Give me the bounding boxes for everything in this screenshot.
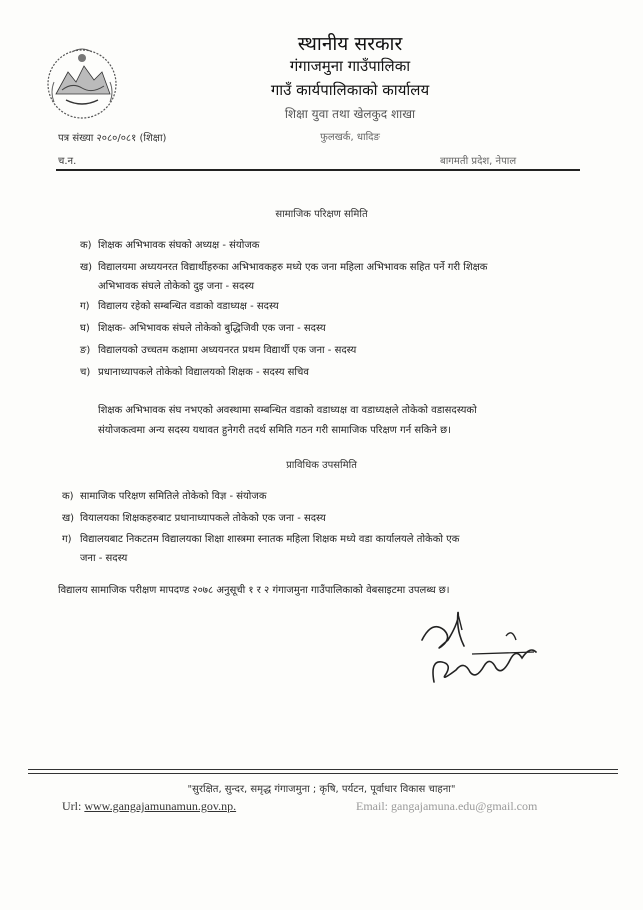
item-label: घ) (80, 323, 90, 334)
header-government: स्थानीय सरकार (297, 33, 403, 55)
header-office: गाउँ कार्यपालिकाको कार्यालय (270, 81, 430, 99)
subcommittee-item (62, 488, 267, 502)
footer-email: Email: gangajamuna.edu@gmail.com (356, 799, 538, 813)
item-text: सामाजिक परिक्षण समितिले तोकेको विज्ञ - संयोजक (80, 491, 267, 502)
item-label: ग) (62, 534, 72, 545)
item-text: शिक्षक अभिभावक संघको अध्यक्ष - संयोजक (98, 240, 260, 251)
item-label: ग) (80, 301, 90, 312)
footer-slogan: "सुरक्षित, सुन्दर, समृद्ध गंगाजमुना ; कृषि, पर्यटन, पूर्वाधार विकास चाहना" (187, 784, 456, 795)
item-text: विद्यालयमा अध्ययनरत विद्यार्थीहरुका अभिभावकहरु मध्ये एक जना महिला अभिभावक सहित पर्ने गरी शिक्षक (98, 262, 488, 273)
item-text: विद्यालयको उच्चतम कक्षामा अध्ययनरत प्रथम विद्यार्थी एक जना - सदस्य (98, 345, 357, 356)
header-divider (56, 169, 580, 171)
subcommittee-title: प्राविधिक उपसमिति (286, 460, 357, 471)
subcommittee-item (62, 531, 459, 545)
committee-title: सामाजिक परिक्षण समिति (275, 209, 368, 220)
subcommittee-item-continuation: जना - सदस्य (80, 553, 128, 564)
item-label: ङ) (80, 345, 91, 356)
header-place: फुलखर्क, धादिङ (320, 132, 380, 143)
header-province: बागमती प्रदेश, नेपाल (440, 156, 517, 167)
item-label: ख) (62, 513, 75, 524)
item-label: ख) (80, 262, 93, 273)
committee-item (80, 237, 259, 251)
header-municipality: गंगाजमुना गाउँपालिका (289, 57, 411, 75)
committee-item (80, 364, 309, 378)
committee-item (80, 259, 487, 273)
subcommittee-item (62, 510, 326, 524)
footer-url (62, 799, 236, 814)
committee-item-continuation: अभिभावक संघले तोकेको दुइ जना - सदस्य (98, 281, 255, 292)
item-label: क) (80, 240, 92, 251)
item-label: च) (80, 367, 91, 378)
footer-divider-top (28, 769, 618, 770)
committee-item (80, 342, 356, 356)
reference-number: पत्र संख्या २०८०/०८१ (शिक्षा) (58, 133, 167, 144)
item-text: प्रधानाध्यापकले तोकेको विद्यालयको शिक्षक - सदस्य सचिव (98, 367, 309, 378)
committee-note-line2: संयोजकत्वमा अन्य सदस्य यथावत हुनेगरी तदर्थ समिति गठन गरी सामाजिक परिक्षण गर्न सकिने छ। (98, 425, 451, 436)
item-text: वियालयका शिक्षकहरुबाट प्रधानाध्यापकले तोकेको एक जना - सदस्य (80, 513, 326, 524)
item-text: शिक्षक- अभिभावक संघले तोकेको बुद्धिजिवी एक जना - सदस्य (98, 323, 326, 334)
item-label: क) (62, 491, 74, 502)
committee-item (80, 298, 279, 312)
website-link[interactable]: www.gangajamunamun.gov.np. (84, 799, 237, 813)
dispatch-number: च.न. (58, 156, 77, 167)
item-text: विद्यालयबाट निकटतम विद्यालयका शिक्षा शास्त्रमा स्नातक महिला शिक्षक मध्ये वडा कार्यालयले तोकेको एक (80, 534, 460, 545)
committee-note-line1: शिक्षक अभिभावक संघ नभएको अवस्थामा सम्बन्धित वडाको वडाध्यक्ष वा वडाध्यक्षले तोकेको वडासदस्यको (98, 405, 477, 416)
signature-icon (412, 600, 542, 690)
nepal-emblem-icon (42, 42, 122, 122)
committee-item (80, 320, 326, 334)
item-text: विद्यालय रहेको सम्बन्धित वडाको वडाध्यक्ष - सदस्य (98, 301, 279, 312)
header-section: शिक्षा युवा तथा खेलकुद शाखा (284, 107, 416, 121)
url-label: Url: (62, 799, 85, 813)
closing-statement: विद्यालय सामाजिक परीक्षण मापदण्ड २०७८ अनुसूची १ र २ गंगाजमुना गाउँपालिकाको वेबसाइटमा उपलब्ध छ। (58, 585, 450, 596)
footer-divider-bottom (28, 773, 618, 774)
